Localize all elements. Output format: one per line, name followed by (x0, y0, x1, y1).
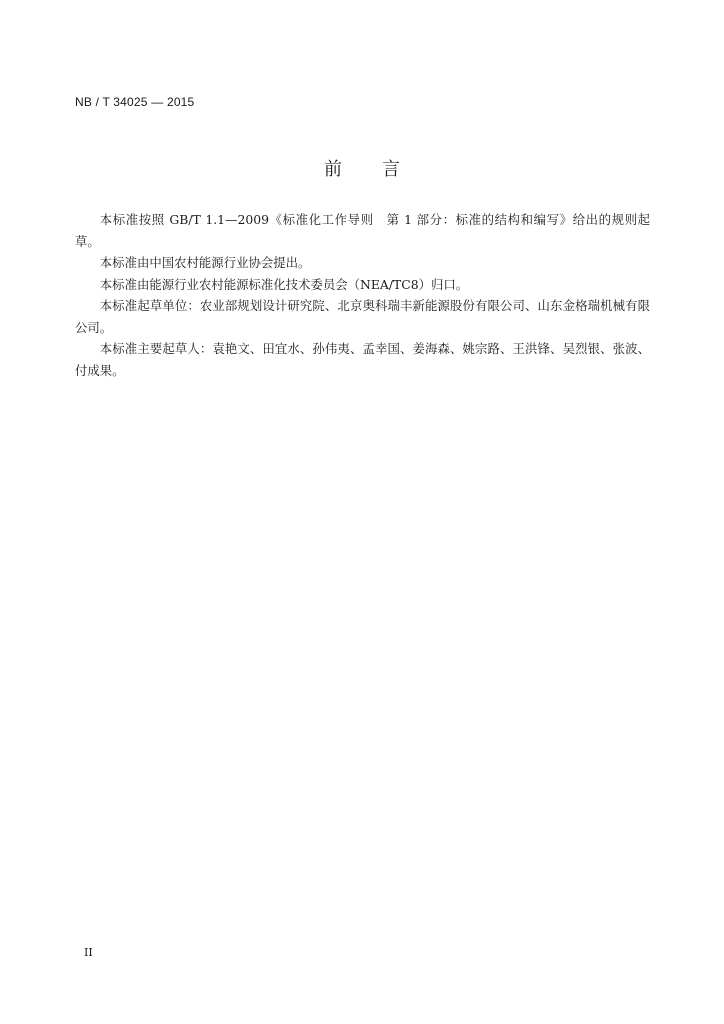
paragraph-drafting-units: 本标准起草单位：农业部规划设计研究院、北京奥科瑞丰新能源股份有限公司、山东金格瑞机械有限公司。 (75, 298, 650, 335)
paragraph-drafters: 本标准主要起草人：袁艳文、田宜水、孙伟夷、孟幸国、姜海森、姚宗路、王洪锋、吴烈银、张波、付成果。 (75, 341, 650, 378)
page-number: II (84, 946, 93, 959)
section-title: 前言 (324, 159, 440, 180)
document-code-header: NB / T 34025 — 2015 (75, 95, 195, 109)
foreword-body (75, 209, 650, 381)
paragraph-centralized-management: 本标准由能源行业农村能源标准化技术委员会（NEA/TC8）归口。 (99, 276, 469, 292)
paragraph-proposer: 本标准由中国农村能源行业协会提出。 (99, 255, 311, 270)
paragraph-drafting-rules: 本标准按照 GB/T 1.1—2009《标准化工作导则 第 1 部分：标准的结构和编写》给出的规则起草。 (75, 212, 650, 249)
